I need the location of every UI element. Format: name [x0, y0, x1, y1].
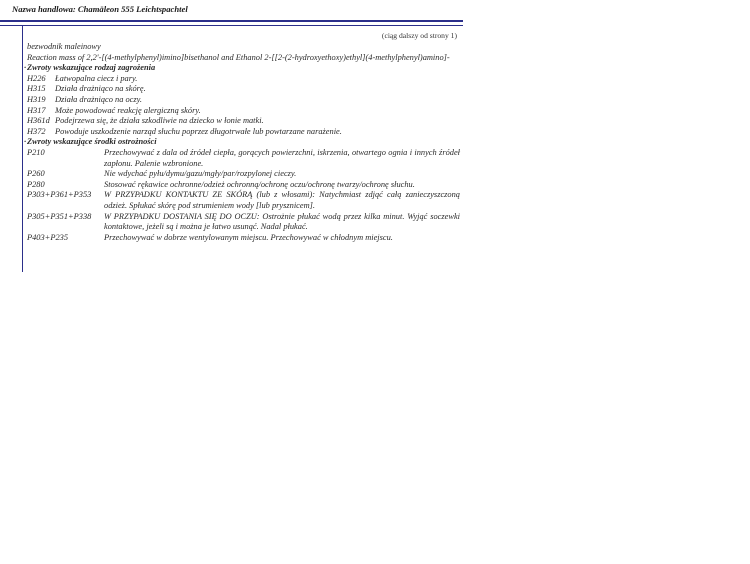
hazard-statement-row	[27, 84, 460, 95]
precaution-text: W PRZYPADKU KONTAKTU ZE SKÓRĄ (lub z włosami): Natychmiast zdjąć całą zanieczyszczoną odzież. Spłukać skórę pod strumieniem wody [lub prysznicem].	[104, 190, 460, 210]
hazard-statement-row	[27, 106, 460, 117]
precaution-statement-row	[27, 148, 460, 169]
hazard-code: H226	[27, 73, 46, 83]
hazard-statements-heading: ·Zwroty wskazujące rodzaj zagrożenia	[24, 63, 156, 73]
section-left-border	[22, 26, 23, 272]
hazard-statement-row	[27, 127, 460, 138]
hazard-code: H317	[27, 105, 46, 115]
precaution-statement-row	[27, 190, 460, 211]
document-page	[0, 0, 463, 272]
hazard-text: Działa drażniąco na skórę.	[55, 84, 146, 94]
intro-line: Reaction mass of 2,2'-[(4-methylphenyl)imino]bisethanol and Ethanol 2-[[2-(2-hydroxyethoxy)ethyl](4-methylphenyl)amino]-	[27, 52, 450, 62]
hazard-text: Podejrzewa się, że działa szkodliwie na dziecko w łonie matki.	[55, 116, 264, 126]
trade-name-header: Nazwa handlowa: Chamäleon 555 Leichtspachtel	[12, 4, 188, 14]
precautionary-statements-heading: ·Zwroty wskazujące środki ostrożności	[24, 137, 157, 147]
hazard-code: H319	[27, 94, 46, 104]
precaution-code: P280	[27, 179, 45, 189]
precaution-code: P303+P361+P353	[27, 190, 92, 200]
continued-from-page-note: (ciąg dalszy od strony 1)	[381, 31, 457, 40]
hazard-statement-row	[27, 116, 460, 127]
precaution-statement-row	[27, 169, 460, 180]
hazard-statement-row	[27, 74, 460, 85]
precaution-code: P305+P351+P338	[27, 211, 92, 221]
hazard-code: H315	[27, 84, 46, 94]
precaution-statement-row	[27, 212, 460, 233]
hazard-statement-row	[27, 95, 460, 106]
header-rule-thin	[0, 25, 463, 26]
precaution-code: P403+P235	[27, 232, 69, 242]
hazard-code: H372	[27, 126, 46, 136]
header-rule-thick	[0, 20, 463, 22]
precaution-statement-row	[27, 233, 460, 244]
precaution-code: P210	[27, 147, 45, 157]
hazard-text: Może powodować reakcję alergiczną skóry.	[55, 105, 201, 115]
hazard-text: Działa drażniąco na oczy.	[55, 94, 143, 104]
precaution-statement-row	[27, 180, 460, 191]
hazard-code: H361d	[27, 116, 50, 126]
hazard-text: Łatwopalna ciecz i pary.	[55, 73, 138, 83]
precaution-code: P260	[27, 169, 45, 179]
document-content	[24, 42, 460, 243]
hazard-text: Powoduje uszkodzenie narząd słuchu poprzez długotrwałe lub powtarzane narażenie.	[55, 126, 342, 136]
intro-line: bezwodnik maleinowy	[27, 42, 101, 51]
precaution-text: Stosować rękawice ochronne/odzież ochronną/ochronę oczu/ochronę twarzy/ochronę słuchu.	[104, 179, 415, 189]
precaution-text: Nie wdychać pyłu/dymu/gazu/mgły/par/rozpylonej cieczy.	[104, 169, 297, 179]
precaution-text: Przechowywać z dala od źródeł ciepła, gorących powierzchni, iskrzenia, otwartego ognia i innych źródeł zapłonu. Palenie wzbronione.	[104, 147, 460, 168]
precaution-text: Przechowywać w dobrze wentylowanym miejscu. Przechowywać w chłodnym miejscu.	[104, 232, 393, 242]
precaution-text: W PRZYPADKU DOSTANIA SIĘ DO OCZU: Ostrożnie płukać wodą przez kilka minut. Wyjąć soczewki kontaktowe, jeżeli są i można je łatwo usunąć. Nadal płukać.	[104, 211, 460, 232]
